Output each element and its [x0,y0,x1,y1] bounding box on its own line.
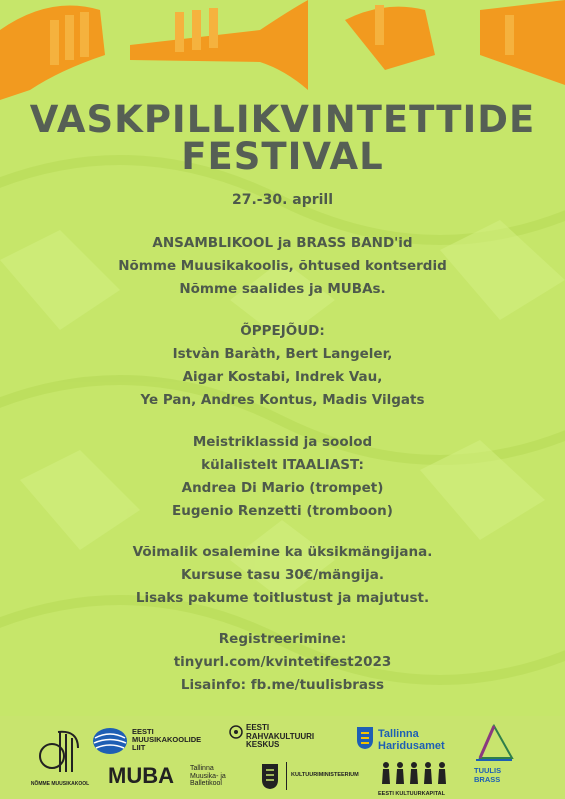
info-link[interactable]: Lisainfo: fb.me/tuulisbrass [180,677,385,693]
emkl-shell-icon [92,726,128,756]
registration-link[interactable]: tinyurl.com/kvintetifest2023 [173,654,392,670]
nomme-muusikakool-logo [30,728,90,788]
masterclasses-line: Andrea Di Mario (trompet) [181,480,384,496]
tuulis-text: TUULIS BRASS [474,766,502,784]
harp-emblem-icon [30,728,90,776]
sail-icon [474,724,514,762]
muba-wordmark: MUBA [108,763,174,788]
trumpet-graphic-left [0,0,120,110]
dancers-icon [378,760,448,786]
info-line: Kursuse tasu 30€/mängija. [181,567,384,583]
title-line-1: VASKPILLIKVINTETTIDE [29,98,536,141]
info-line: Lisaks pakume toitlustust ja majutust. [135,590,430,606]
intro-line: Nõmme saalides ja MUBAs. [179,281,386,297]
tallinna-text: Tallinna Haridusamet [378,728,445,752]
masterclasses-block [0,431,565,523]
masterclasses-line: Eugenio Renzetti (tromboon) [172,503,393,519]
teachers-heading: ÕPPEJÕUD: [240,323,325,339]
emkl-text: EESTI MUUSIKAKOOLIDE LIIT [132,727,202,752]
festival-title [0,98,565,178]
tallinna-haridusamet-logo [356,726,466,758]
registration-block [0,628,565,697]
intro-line: ANSAMBLIKOOL ja BRASS BAND'id [152,235,413,251]
teachers-block [0,320,565,412]
teachers-line: Aigar Kostabi, Indrek Vau, [182,369,383,385]
kultuurkapital-logo [378,760,458,796]
registration-heading: Registreerimine: [218,631,347,647]
trumpet-graphic-right [345,0,565,85]
masterclasses-line: Meistriklassid ja soolod [192,434,373,450]
title-line-2: FESTIVAL [181,135,384,178]
sun-pattern-icon [228,724,244,740]
trumpet-graphic-center [120,0,310,95]
ministry-text: KULTUURIMINISTEERIUM [291,772,359,778]
sponsor-footer [0,716,565,799]
tuulis-brass-logo [474,724,524,794]
teachers-line: Istvàn Baràth, Bert Langeler, [172,346,393,362]
coat-of-arms-icon [260,762,280,790]
masterclasses-line: külalistelt ITAALIAST: [201,457,364,473]
nomme-logo-text: NÕMME MUUSIKAKOOL [30,781,90,787]
intro-line: Nõmme Muusikakoolis, õhtused kontserdid [118,258,447,274]
muba-logo [108,764,258,794]
info-block [0,541,565,610]
teachers-line: Ye Pan, Andres Kontus, Madis Vilgats [140,392,425,408]
kulka-text: EESTI KULTUURKAPITAL [378,791,446,797]
logo-divider [286,762,287,790]
kultuuriministeerium-logo [260,762,360,794]
rahvakultuuri-keskus-logo [228,724,328,756]
info-line: Võimalik osalemine ka üksikmängijana. [132,544,433,560]
intro-block [0,232,565,301]
rahvakultuuri-text: EESTI RAHVAKULTUURI KESKUS [246,723,315,749]
tallinn-crest-icon [356,726,374,750]
festival-dates: 27.-30. aprill [231,192,334,208]
muba-subtext: Tallinna Muusika- ja Balletikool [190,765,226,787]
